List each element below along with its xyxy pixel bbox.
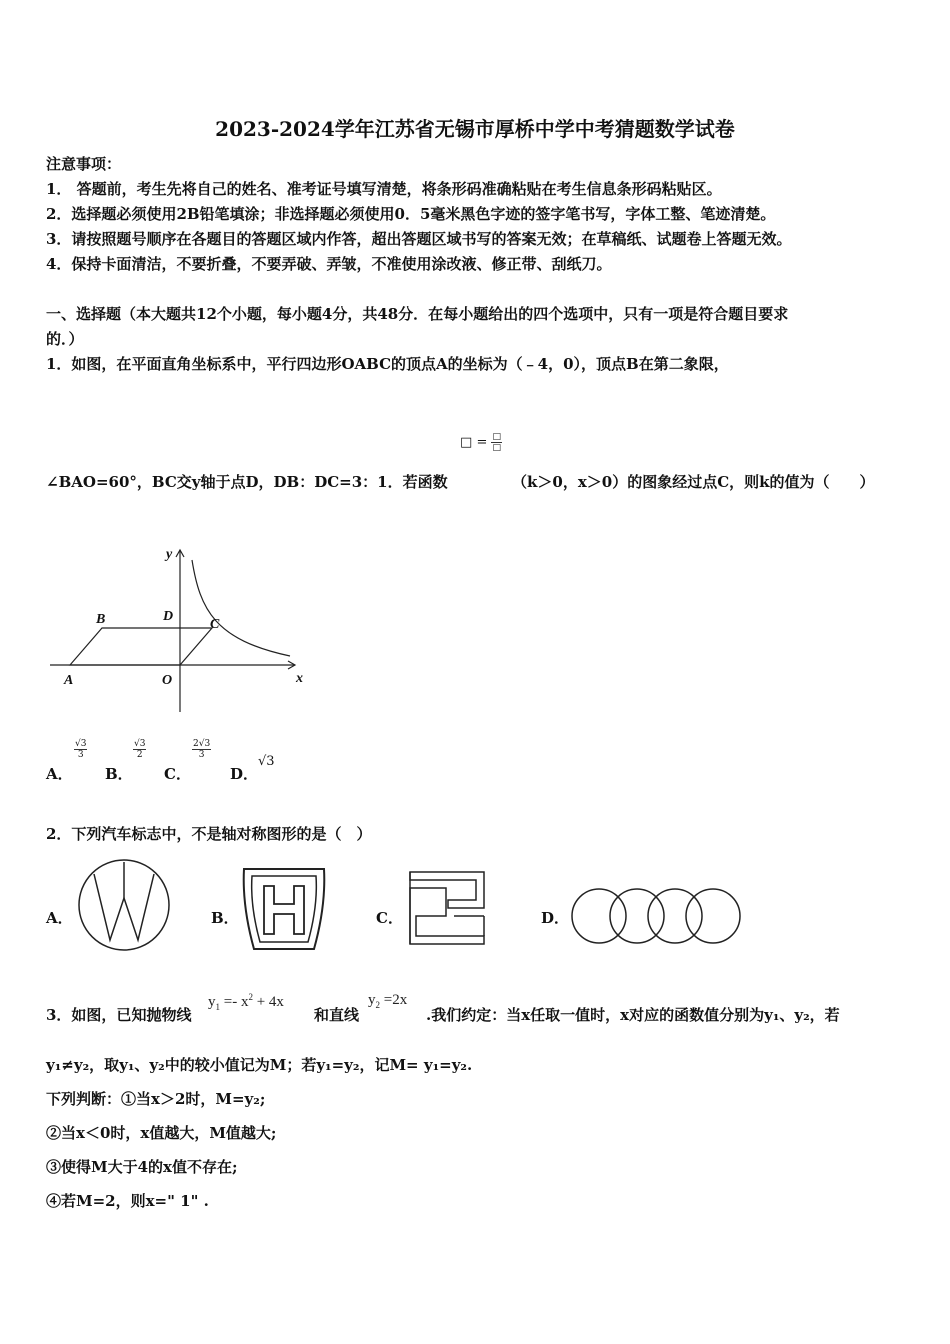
line-y: y	[368, 992, 376, 1008]
q1-option-c-value	[192, 739, 211, 760]
four-rings-logo-icon	[570, 886, 744, 946]
q1-option-b-num: √3	[134, 739, 146, 749]
honda-logo-icon	[238, 866, 330, 952]
line-sub: 2	[375, 1000, 380, 1010]
q1-option-c-label[interactable]: C．	[164, 765, 191, 783]
formula-numerator: □	[492, 432, 501, 442]
label-x: x	[296, 671, 303, 686]
question-3-judge-4: ④若M=2，则x=" 1" .	[46, 1192, 209, 1210]
question-3-suffix: .我们约定：当x任取一值时，x对应的函数值分别为y₁、y₂，若	[426, 1006, 840, 1024]
q1-option-c-num: 2√3	[193, 739, 211, 749]
question-1-figure	[50, 540, 320, 720]
q1-option-a-num: √3	[75, 739, 87, 749]
q1-option-b-label[interactable]: B．	[105, 765, 133, 783]
section-heading-line2: 的．）	[46, 330, 84, 348]
interlocking-blocks-logo-icon	[406, 868, 488, 948]
parabola-y: y	[208, 994, 216, 1010]
question-1-line1: 1．如图，在平面直角坐标系中，平行四边形OABC的顶点A的坐标为（﹣4，0），顶点B在第二象限，	[46, 355, 729, 373]
parabola-formula	[208, 992, 284, 1012]
section-heading-line1: 一、选择题（本大题共12个小题，每小题4分，共48分．在每小题给出的四个选项中，只有一项是符合题目要求	[46, 305, 789, 323]
q2-option-b-label[interactable]: B．	[211, 909, 239, 927]
formula-eq: =	[476, 435, 488, 450]
question-3-prefix: 3．如图，已知抛物线	[46, 1006, 192, 1024]
page-title: 2023-2024学年江苏省无锡市厚桥中学中考猜题数学试卷	[215, 117, 735, 141]
q1-option-a-den: 3	[77, 750, 84, 760]
question-3-judge-1: 下列判断：①当x＞2时，M=y₂;	[46, 1090, 266, 1108]
question-3-judge-3: ③使得M大于4的x值不存在;	[46, 1158, 238, 1176]
question-2-stem: 2．下列汽车标志中，不是轴对称图形的是（ ）	[46, 825, 372, 843]
line-formula	[368, 992, 407, 1010]
q1-option-b-den: 2	[136, 750, 143, 760]
question-3-judge-2: ②当x＜0时，x值越大，M值越大;	[46, 1124, 277, 1142]
label-a: A	[64, 673, 74, 688]
question-1-formula	[460, 432, 502, 453]
parabola-sup: 2	[248, 992, 253, 1002]
parallelogram-oabc	[70, 628, 212, 665]
parabola-eq: =- x	[220, 994, 249, 1010]
question-3-line2: y₁≠y₂，取y₁、y₂中的较小值记为M；若y₁=y₂，记M= y₁=y₂.	[46, 1056, 473, 1074]
notice-item-3: 3．请按照题号顺序在各题目的答题区域内作答，超出答题区域书写的答案无效；在草稿纸、试题卷上答题无效。	[46, 230, 792, 248]
label-d: D	[163, 609, 174, 624]
q2-option-a-label[interactable]: A．	[46, 909, 73, 927]
notice-heading: 注意事项：	[46, 155, 122, 173]
question-3-mid: 和直线	[314, 1006, 360, 1024]
q2-option-d-label[interactable]: D．	[541, 909, 570, 927]
formula-fraction	[491, 432, 502, 453]
label-o: O	[162, 673, 173, 688]
q1-option-d-value: √3	[258, 754, 275, 769]
formula-denominator: □	[492, 443, 501, 453]
parabola-sub: 1	[215, 1002, 220, 1012]
volkswagen-logo-icon	[76, 858, 172, 952]
label-b: B	[96, 612, 106, 627]
question-1-line2b: （k＞0，x＞0）的图象经过点C，则k的值为（ ）	[512, 473, 875, 491]
q1-option-a-label[interactable]: A．	[46, 765, 73, 783]
formula-lhs: □	[460, 435, 473, 450]
notice-item-1: 1． 答题前，考生先将自己的姓名、准考证号填写清楚，将条形码准确粘贴在考生信息条形码粘贴区。	[46, 180, 722, 198]
q2-option-c-label[interactable]: C．	[376, 909, 403, 927]
parabola-rest: + 4x	[252, 994, 284, 1010]
question-1-line2a: ∠BAO=60°，BC交y轴于点D，DB：DC=3：1．若函数	[46, 473, 448, 491]
line-eq: =2x	[380, 992, 408, 1008]
q1-option-b-value	[133, 739, 146, 760]
q1-option-a-value	[74, 739, 87, 760]
notice-item-4: 4．保持卡面清洁，不要折叠，不要弄破、弄皱，不准使用涂改液、修正带、刮纸刀。	[46, 255, 612, 273]
notice-item-2: 2．选择题必须使用2B铅笔填涂；非选择题必须使用0．5毫米黑色字迹的签字笔书写，字体工整、笔迹清楚。	[46, 205, 776, 223]
label-y: y	[166, 547, 173, 562]
q1-option-c-den: 3	[198, 750, 205, 760]
hyperbola-curve	[192, 560, 290, 656]
label-c: C	[210, 617, 220, 632]
q1-option-d-label[interactable]: D．	[230, 765, 259, 783]
